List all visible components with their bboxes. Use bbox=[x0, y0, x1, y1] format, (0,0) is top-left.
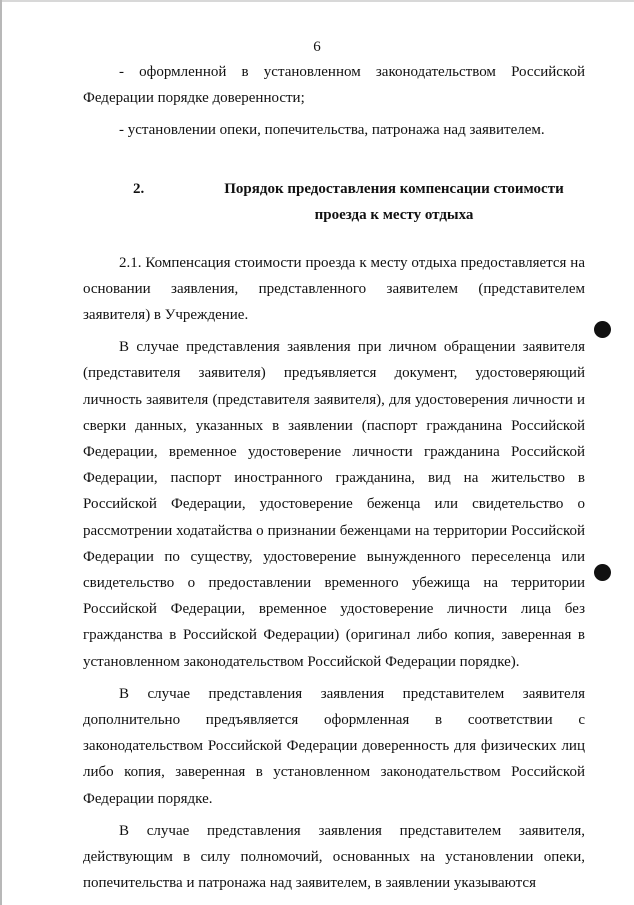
punch-hole-icon bbox=[594, 564, 611, 581]
scan-top-edge bbox=[0, 0, 634, 2]
section-title: Порядок предоставления компенсации стоимости проезда к месту отдыха bbox=[224, 180, 564, 223]
scan-left-edge bbox=[0, 0, 2, 905]
body-paragraph: В случае представления заявления при личном обращении заявителя (представителя заявителя) предъявляется документ, удостоверяющий личность заявителя (представителя заявителя), для удостоверения личности и сверки данных, указанных в заявлении (паспорт гражданина Российской Федерации, временное удостоверение личности гражданина Российской Федерации, паспорт иностранного гражданина, вид на жительство в Российской Федерации, удостоверение беженца или свидетельство о рассмотрении ходатайства о признании беженцами на территории Российской Федерации по существу, удостоверение вынужденного переселенца или свидетельство о предоставлении временного убежища на территории Российской Федерации, временное удостоверение личности лица без гражданства в Российской Федерации) (оригинал либо копия, заверенная в установленном законодательством Российской Федерации порядке). bbox=[83, 339, 585, 670]
section-number: 2. bbox=[133, 180, 145, 197]
body-paragraph: В случае представления заявления представителем заявителя, действующим в силу полномочий, основанных на установлении опеки, попечительства и патронажа над заявителем, в заявлении указываются bbox=[83, 822, 585, 892]
body-paragraph: В случае представления заявления представителем заявителя дополнительно предъявляется оформленная в соответствии с законодательством Российской Федерации доверенность для физических лиц либо копия, заверенная в установленном законодательством Российской Федерации порядке. bbox=[83, 685, 585, 807]
document-body bbox=[83, 59, 585, 896]
body-paragraph: 2.1. Компенсация стоимости проезда к месту отдыха предоставляется на основании заявления, представленного заявителем (представителем заявителя) в Учреждение. bbox=[83, 254, 585, 324]
bullet-item: - установлении опеки, попечительства, патронажа над заявителем. bbox=[119, 122, 545, 139]
bullet-item: - оформленной в установленном законодательством Российской Федерации порядке доверенности; bbox=[83, 64, 585, 107]
page-number: 6 bbox=[313, 39, 321, 55]
punch-hole-icon bbox=[594, 321, 611, 338]
section-heading bbox=[83, 176, 585, 228]
